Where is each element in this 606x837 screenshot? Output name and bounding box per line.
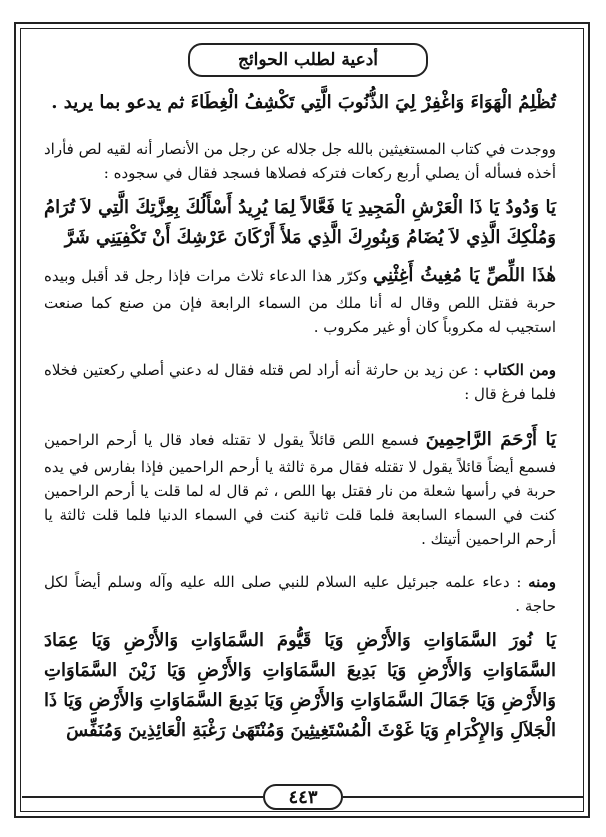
dua-phrase: هٰذَا اللِّصِّ يَا مُغِيثُ أَغِثْنِي bbox=[373, 265, 556, 286]
narration-text: فسمع اللص قائلاً يقول لا تقتله فعاد قال يا أرحم الراحمين فسمع أيضاً قائلاً يقول لا تقتله فقال مرة ثالثة يا أرحم الراحمين فإذا بفارس في يده حربة في رأسها شعلة من نار فقتل بها اللص ، ثم قال له لما قلت يا أرحم الراحمين كنت في السماء السابعة فلما قلت ثانية كنت في السماء الدنيا فلما قلت ثالثة يا أرحم الراحمين أتيتك . bbox=[44, 431, 556, 548]
source-paragraph bbox=[44, 358, 556, 406]
narration-text: : دعاء علمه جبرئيل عليه السلام للنبي صلى الله عليه وآله وسلم أيضاً لكل حاجة . bbox=[44, 573, 556, 615]
narration-paragraph: ووجدت في كتاب المستغيثين بالله جل جلاله عن رجل من الأنصار أنه لقيه لص فأراد أخذه فسأله أن يصلي أربع ركعات فتركه فصلاها فسجد فقال في سجوده : bbox=[44, 140, 556, 182]
footer-rule-right bbox=[343, 796, 584, 798]
dua-paragraph: تُظْلِمُ الْهَوَاءَ وَاغْفِرْ لِيَ الذُّنُوبَ الَّتِي تَكْشِفُ الْغِطَاءَ ثم يدعو بما يريد . bbox=[51, 92, 556, 113]
page-header-title: أدعية لطلب الحوائج bbox=[188, 43, 428, 77]
page-number: ٤٤٣ bbox=[263, 784, 343, 810]
mixed-paragraph bbox=[44, 425, 556, 551]
mixed-paragraph bbox=[44, 261, 556, 339]
page-footer bbox=[0, 781, 606, 811]
page-body bbox=[44, 88, 556, 754]
source-label: ومن الكتاب bbox=[483, 361, 556, 379]
narration-text: : عن زيد بن حارثة أنه أراد لص قتله فقال له دعني أصلي ركعتين فخلاه فلما فرغ قال : bbox=[44, 361, 556, 403]
source-paragraph bbox=[44, 570, 556, 618]
footer-rule-left bbox=[22, 796, 263, 798]
dua-phrase: يَا أَرْحَمَ الرَّاحِمِينَ bbox=[425, 429, 556, 450]
dua-paragraph: يَا نُورَ السَّمَاوَاتِ وَالأَرْضِ وَيَا قَيُّومَ السَّمَاوَاتِ وَالأَرْضِ وَيَا عِمَادَ السَّمَاوَاتِ وَالأَرْضِ وَيَا بَدِيعَ السَّمَاوَاتِ وَالأَرْضِ وَيَا زَيْنَ السَّمَاوَاتِ وَالأَرْضِ وَيَا جَمَالَ السَّمَاوَاتِ وَالأَرْضِ وَيَا بَدِيعَ السَّمَاوَاتِ وَالأَرْضِ وَيَا ذَا الْجَلاَلِ وَالإِكْرَامِ وَيَا غَوْثَ الْمُسْتَغِيثِينَ وَمُنْتَهَىٰ رَغْبَةِ الْعَائِذِينَ وَمُنَفِّسَ bbox=[44, 630, 556, 741]
narration-text: وكرّر هذا الدعاء ثلاث مرات فإذا رجل قد أقبل وبيده حربة فقتل اللص وقال له أنا ملك من السماء الرابعة فإن من صنع كما صنعت استجيب له مكروباً كان أو غير مكروب . bbox=[44, 267, 556, 336]
source-label: ومنه bbox=[528, 573, 556, 591]
dua-paragraph: يَا وَدُودُ يَا ذَا الْعَرْشِ الْمَجِيدِ يَا فَعَّالاً لِمَا يُرِيدُ أَسْأَلُكَ بِعِزَّتِكَ الَّتِي لاَ تُرَامُ وَمُلْكِكَ الَّذِي لاَ يُضَامُ وَبِنُورِكَ الَّذِي مَلأَ أَرْكَانَ عَرْشِكَ أَنْ تَكْفِيَنِي شَرَّ bbox=[44, 197, 556, 248]
